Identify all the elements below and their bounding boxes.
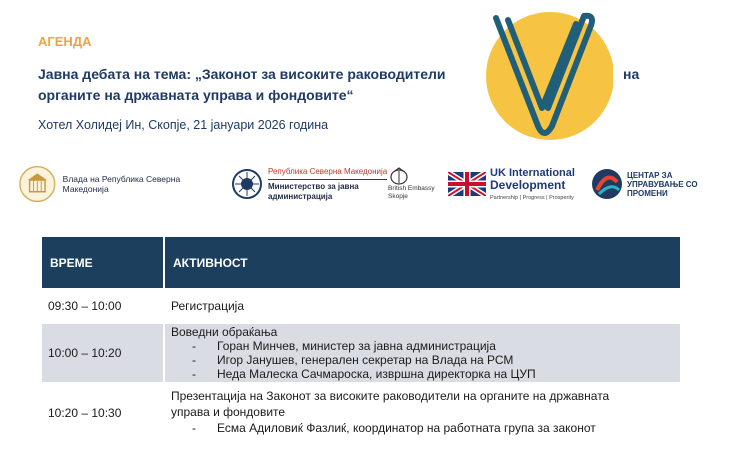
ukid-line-2: Development bbox=[490, 178, 566, 192]
cup-line-2: УПРАВУВАЊЕ СО bbox=[627, 179, 698, 189]
cup-logo bbox=[591, 160, 718, 208]
royal-crest-icon bbox=[388, 167, 410, 185]
row-time: 10:20 – 10:30 bbox=[48, 406, 122, 420]
event-subtitle: Хотел Холидеј Ин, Скопје, 21 јануари 2026 година bbox=[38, 118, 329, 132]
col-time-header: ВРЕМЕ bbox=[42, 237, 163, 288]
row-activity-line-2: управа и фондовите bbox=[171, 405, 286, 419]
row-time: 10:00 – 10:20 bbox=[42, 324, 163, 382]
list-item: - Игор Јанушев, генерален секретар на Влада на РСМ bbox=[192, 353, 514, 367]
ukid-line-1: UK International bbox=[490, 167, 575, 179]
table-row bbox=[42, 288, 680, 324]
row-activity bbox=[165, 388, 680, 438]
ministry-emblem-icon bbox=[231, 167, 263, 201]
list-item: - Неда Малеска Сачмароска, извршна директорка на ЦУП bbox=[192, 367, 536, 381]
uk-flag-icon bbox=[448, 172, 486, 196]
list-item: - Есма Адиловиќ Фазлиќ, координатор на работната група за законот bbox=[192, 421, 596, 435]
partner-logos bbox=[18, 160, 718, 210]
cup-line-1: ЦЕНТАР ЗА bbox=[627, 170, 673, 180]
embassy-line-2: Skopje bbox=[388, 193, 408, 200]
ministry-divider bbox=[268, 179, 387, 180]
ministry-name-2: администрација bbox=[268, 191, 333, 201]
ministry-country: Република Северна Македонија bbox=[268, 166, 388, 176]
row-activity-line-1: Презентација на Законот за високите раководители на органите на државната bbox=[171, 389, 610, 403]
list-item: - Горан Минчев, министер за јавна администрација bbox=[192, 339, 496, 353]
col-activity-header: АКТИВНОСТ bbox=[165, 237, 680, 288]
cup-logo-icon bbox=[591, 168, 623, 200]
table-header bbox=[42, 237, 680, 288]
title-line-1: Јавна дебата на тема: „Законот за високите раководители bbox=[38, 66, 446, 82]
gov-emblem-icon bbox=[18, 164, 57, 204]
gov-logo-text: Влада на Република Северна Македонија bbox=[62, 174, 181, 194]
row-time: 09:30 – 10:00 bbox=[48, 299, 122, 313]
ukid-logo bbox=[448, 160, 588, 208]
table-row bbox=[42, 388, 680, 438]
row-activity bbox=[165, 324, 680, 382]
agenda-table bbox=[42, 237, 680, 438]
event-logo-icon bbox=[478, 8, 613, 143]
cup-line-3: ПРОМЕНИ bbox=[627, 188, 668, 198]
agenda-label: АГЕНДА bbox=[38, 34, 92, 49]
ukid-tagline: Partnership | Progress | Prosperity bbox=[490, 195, 574, 201]
embassy-logo bbox=[388, 160, 448, 208]
title-line-2: органите на државната управа и фондовите“ bbox=[38, 87, 354, 103]
table-row bbox=[42, 324, 680, 382]
row-activity: Регистрација bbox=[171, 299, 244, 313]
gov-logo bbox=[18, 160, 223, 208]
ministry-logo bbox=[231, 160, 391, 208]
embassy-line-1: British Embassy bbox=[388, 185, 435, 192]
ministry-name-1: Министерство за јавна bbox=[268, 181, 359, 191]
title-na: на bbox=[623, 66, 640, 82]
row-activity-title: Воведни обраќања bbox=[171, 325, 278, 339]
